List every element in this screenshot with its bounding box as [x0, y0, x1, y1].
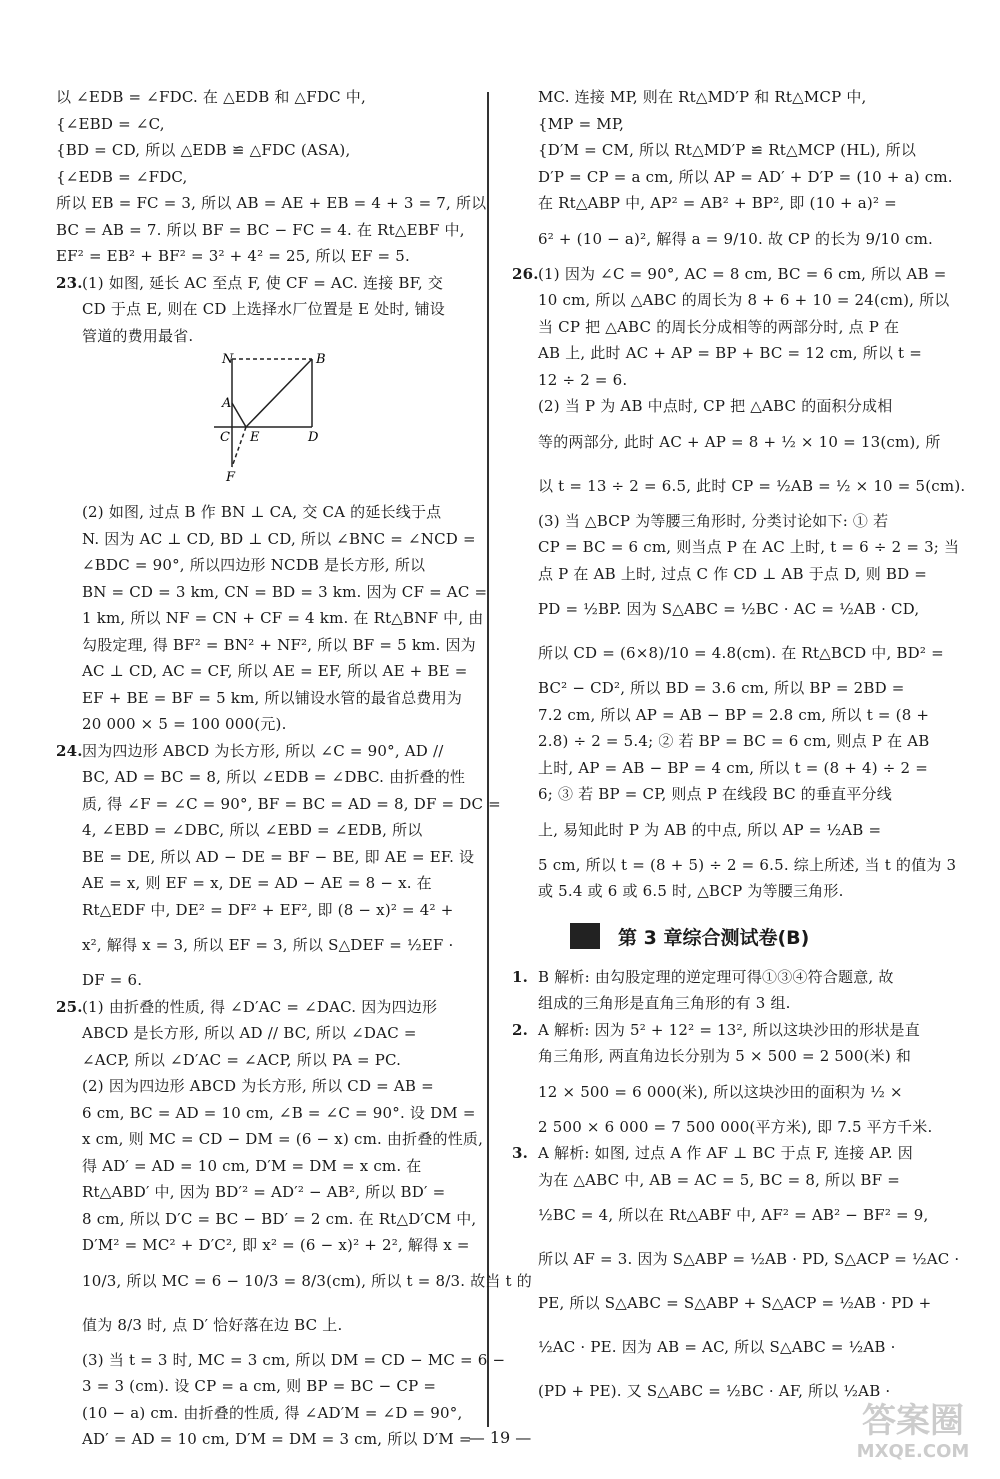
text-line	[56, 605, 484, 632]
line-text: D′P = CP = a cm, 所以 AP = AD′ + D′P = (10 + a) cm.	[538, 167, 953, 186]
question-number: 26.	[512, 264, 539, 283]
line-text: {∠EDB = ∠FDC,	[56, 167, 188, 186]
text-line	[56, 1400, 464, 1427]
text-line	[512, 508, 922, 535]
text-line	[512, 464, 966, 508]
line-text: 组成的三角形是直角三角形的有 3 组.	[538, 994, 791, 1012]
text-line	[512, 631, 944, 675]
text-line	[512, 164, 953, 191]
text-line	[512, 1070, 922, 1114]
text-line	[56, 1179, 464, 1206]
text-line	[56, 764, 464, 791]
text-line	[56, 967, 464, 994]
line-text: (2) 因为四边形 ABCD 为长方形, 所以 CD = AB =	[82, 1077, 434, 1095]
line-text: DF = 6.	[82, 971, 143, 989]
text-line	[56, 791, 501, 818]
text-line	[56, 217, 464, 244]
text-line	[512, 561, 928, 588]
text-line	[512, 190, 922, 217]
text-line	[56, 190, 487, 217]
text-line	[56, 499, 464, 526]
line-text: 或 5.4 或 6 或 6.5 时, △BCP 为等腰三角形.	[538, 882, 844, 900]
watermark	[848, 1401, 978, 1471]
point-label: D	[308, 430, 319, 445]
text-line	[56, 685, 464, 712]
line-text: (1) 由折叠的性质, 得 ∠D′AC = ∠DAC. 因为四边形	[82, 997, 438, 1016]
line-text: 上时, AP = AB − BP = 4 cm, 所以 t = (8 + 4) ÷ 2 =	[538, 758, 928, 777]
heading-block-icon	[570, 923, 600, 949]
line-text: x², 解得 x = 3, 所以 EF = 3, 所以 S△DEF = ½EF ·	[82, 936, 454, 954]
line-text: 所以 CD = (6×8)/10 = 4.8(cm). 在 Rt△BCD 中, BD² =	[538, 644, 944, 662]
line-text: D′M² = MC² + D′C², 即 x² = (6 − x)² + 2², 解得 x =	[82, 1236, 470, 1254]
text-line	[56, 870, 464, 897]
line-text: 8 cm, 所以 D′C = BC − BD′ = 2 cm. 在 Rt△D′CM 中,	[82, 1209, 477, 1228]
text-line	[512, 728, 930, 755]
text-line	[56, 164, 464, 191]
text-line	[512, 1237, 960, 1281]
line-ef	[232, 427, 246, 467]
text-line	[512, 111, 922, 138]
line-text: BE = DE, 所以 AD − DE = BF − BE, 即 AE = EF. 设	[82, 847, 475, 866]
text-line	[56, 817, 464, 844]
text-line	[56, 1073, 464, 1100]
line-text: 6² + (10 − a)², 解得 a = 9/10. 故 CP 的长为 9/10 cm.	[538, 229, 934, 248]
text-line	[512, 755, 928, 782]
point-label: B	[316, 352, 326, 367]
question-number: 23.	[56, 273, 83, 292]
line-text: 5 cm, 所以 t = (8 + 5) ÷ 2 = 6.5. 综上所述, 当 t 的值为 3	[538, 855, 957, 874]
text-line	[56, 1020, 464, 1047]
line-text: 为在 △ABC 中, AB = AC = 5, BC = 8, 所以 BF =	[538, 1170, 900, 1189]
text-line	[512, 1325, 922, 1369]
text-line	[512, 1281, 932, 1325]
text-line	[512, 702, 930, 729]
text-line	[56, 658, 468, 685]
line-text: AE = x, 则 EF = x, DE = AD − AE = 8 − x. 在	[82, 874, 432, 892]
text-line	[512, 420, 941, 464]
line-text: Rt△EDF 中, DE² = DF² + EF², 即 (8 − x)² = 4² +	[82, 900, 454, 919]
text-line	[56, 994, 464, 1021]
question-number: 25.	[56, 997, 83, 1016]
text-line	[56, 111, 464, 138]
text-line	[512, 1193, 929, 1237]
text-line	[56, 844, 475, 871]
line-text: {D′M = CM, 所以 Rt△MD′P ≌ Rt△MCP (HL), 所以	[538, 141, 917, 159]
text-line	[512, 367, 922, 394]
text-line	[512, 340, 922, 367]
text-line	[56, 1232, 470, 1259]
geometry-figure	[56, 349, 464, 499]
line-text: 10 cm, 所以 △ABC 的周长为 8 + 6 + 10 = 24(cm), 所以	[538, 291, 950, 309]
line-text: 点 P 在 AB 上时, 过点 C 作 CD ⊥ AB 于点 D, 则 BD =	[538, 564, 928, 583]
line-text: BC² − CD², 所以 BD = 3.6 cm, 所以 BP = 2BD =	[538, 679, 905, 697]
page-number: — 19 —	[468, 1428, 532, 1447]
text-line	[512, 393, 922, 420]
text-line	[56, 526, 476, 553]
line-text: BC, AD = BC = 8, 所以 ∠EDB = ∠DBC. 由折叠的性	[82, 768, 466, 786]
line-text: PD = ½BP. 因为 S△ABC = ½BC · AC = ½AB · CD,	[538, 600, 920, 618]
text-line	[512, 287, 950, 314]
text-line	[56, 1126, 484, 1153]
text-line	[512, 261, 947, 288]
line-text: 7.2 cm, 所以 AP = AB − BP = 2.8 cm, 所以 t = (8 +	[538, 705, 930, 724]
line-text: (3) 当 t = 3 时, MC = 3 cm, 所以 DM = CD − MC = 6 −	[82, 1350, 506, 1369]
text-line	[512, 878, 922, 905]
line-text: (10 − a) cm. 由折叠的性质, 得 ∠AD′M = ∠D = 90°,	[82, 1403, 463, 1422]
line-text: 等的两部分, 此时 AC + AP = 8 + ½ × 10 = 13(cm), 所	[538, 432, 941, 451]
text-line	[512, 1167, 922, 1194]
section-heading-text: 第 3 章综合测试卷(B)	[618, 926, 810, 949]
line-text: 12 ÷ 2 = 6.	[538, 370, 628, 389]
line-text: 值为 8/3 时, 点 D′ 恰好落在边 BC 上.	[82, 1315, 343, 1334]
line-text: 当 CP 把 △ABC 的周长分成相等的两部分时, 点 P 在	[538, 317, 900, 336]
line-text: 10/3, 所以 MC = 6 − 10/3 = 8/3(cm), 所以 t = 8/3. 故当 t 的	[82, 1271, 532, 1290]
line-text: 12 × 500 = 6 000(米), 所以这块沙田的面积为 ½ ×	[538, 1082, 903, 1101]
point-label: F	[226, 470, 236, 485]
line-text: (PD + PE). 又 S△ABC = ½BC · AF, 所以 ½AB ·	[538, 1382, 891, 1400]
point-label: E	[250, 430, 260, 445]
line-text: 在 Rt△ABP 中, AP² = AB² + BP², 即 (10 + a)² =	[538, 194, 897, 212]
text-line	[56, 137, 464, 164]
line-text: 所以 AF = 3. 因为 S△ABP = ½AB · PD, S△ACP = ½AC ·	[538, 1250, 960, 1268]
text-line	[512, 781, 922, 808]
text-line	[56, 632, 476, 659]
line-text: (1) 因为 ∠C = 90°, AC = 8 cm, BC = 6 cm, 所以 AB =	[538, 264, 947, 283]
section-heading	[570, 923, 922, 950]
line-text: 6 cm, BC = AD = 10 cm, ∠B = ∠C = 90°. 设 DM =	[82, 1103, 476, 1122]
text-line	[56, 897, 464, 924]
text-line	[56, 579, 488, 606]
line-text: AD′ = AD = 10 cm, D′M = DM = 3 cm, 所以 D′M =	[82, 1430, 472, 1448]
line-text: 勾股定理, 得 BF² = BN² + NF², 所以 BF = 5 km. 因为	[82, 635, 476, 654]
text-line	[56, 711, 464, 738]
line-text: ½BC = 4, 所以在 Rt△ABF 中, AF² = AB² − BF² = 9,	[538, 1206, 929, 1224]
text-line	[512, 137, 922, 164]
text-line	[512, 990, 922, 1017]
text-line	[512, 1140, 922, 1167]
text-line	[512, 1043, 922, 1070]
line-text: 质, 得 ∠F = ∠C = 90°, BF = BC = AD = 8, DF = DC =	[82, 794, 501, 813]
text-line	[56, 1303, 464, 1347]
line-text: 因为四边形 ABCD 为长方形, 所以 ∠C = 90°, AD //	[82, 741, 444, 760]
line-text: 2.8) ÷ 2 = 5.4; ② 若 BP = BC = 6 cm, 则点 P 在 AB	[538, 732, 930, 750]
line-text: AC ⊥ CD, AC = CF, 所以 AE = EF, 所以 AE + BE =	[82, 662, 468, 680]
watermark-url: MXQE.COM	[856, 1441, 970, 1462]
text-line	[56, 1347, 506, 1374]
line-text: {MP = MP,	[538, 114, 625, 133]
question-number: 3.	[512, 1144, 529, 1162]
line-text: ∠BDC = 90°, 所以四边形 NCDB 是长方形, 所以	[82, 556, 426, 574]
text-line	[56, 243, 464, 270]
line-text: EF + BE = BF = 5 km, 所以铺设水管的最省总费用为	[82, 688, 463, 707]
line-text: CD 于点 E, 则在 CD 上选择水厂位置是 E 处时, 铺设	[82, 300, 445, 318]
point-label: A	[222, 396, 232, 411]
line-text: ∠ACP, 所以 ∠D′AC = ∠ACP, 所以 PA = PC.	[82, 1050, 402, 1069]
line-text: 得 AD′ = AD = 10 cm, D′M = DM = x cm. 在	[82, 1156, 422, 1175]
text-line	[512, 852, 957, 879]
line-text: B 解析: 由勾股定理的逆定理可得①③④符合题意, 故	[538, 967, 894, 986]
line-text: 所以 EB = FC = 3, 所以 AB = AE + EB = 4 + 3 = 7, 所以	[56, 194, 487, 212]
text-line	[512, 964, 922, 991]
question-number: 2.	[512, 1020, 529, 1039]
line-text: 以 ∠EDB = ∠FDC. 在 △EDB 和 △FDC 中,	[56, 88, 366, 106]
line-text: (1) 如图, 延长 AC 至点 F, 使 CF = AC. 连接 BF, 交	[82, 273, 444, 292]
text-line	[56, 296, 464, 323]
point-label: N	[222, 352, 234, 367]
line-text: 20 000 × 5 = 100 000(元).	[82, 715, 287, 733]
line-be	[246, 359, 312, 427]
line-text: PE, 所以 S△ABC = S△ABP + S△ACP = ½AB · PD +	[538, 1294, 932, 1312]
text-line	[56, 1259, 532, 1303]
right-column	[512, 84, 966, 1413]
line-text: 4, ∠EBD = ∠DBC, 所以 ∠EBD = ∠EDB, 所以	[82, 821, 423, 839]
text-line	[56, 84, 464, 111]
line-text: (3) 当 △BCP 为等腰三角形时, 分类讨论如下: ① 若	[538, 511, 889, 530]
line-text: {∠EBD = ∠C,	[56, 114, 165, 133]
line-text: {BD = CD, 所以 △EDB ≌ △FDC (ASA),	[56, 141, 351, 159]
line-text: Rt△ABD′ 中, 因为 BD′² = AD′² − AB², 所以 BD′ =	[82, 1183, 446, 1201]
line-text: 管道的费用最省.	[82, 326, 194, 345]
text-line	[56, 1206, 477, 1233]
line-text: A 解析: 因为 5² + 12² = 13², 所以这块沙田的形状是直	[538, 1020, 920, 1039]
text-line	[56, 1153, 464, 1180]
text-line	[56, 552, 464, 579]
text-line	[512, 1017, 922, 1044]
line-text: ABCD 是长方形, 所以 AD // BC, 所以 ∠DAC =	[82, 1024, 417, 1042]
line-text: BC = AB = 7. 所以 BF = BC − FC = 4. 在 Rt△EBF 中,	[56, 220, 465, 239]
line-text: 6; ③ 若 BP = CP, 则点 P 在线段 BC 的垂直平分线	[538, 785, 892, 803]
line-text: A 解析: 如图, 过点 A 作 AF ⊥ BC 于点 F, 连接 AP. 因	[538, 1144, 913, 1162]
line-text: AB 上, 此时 AC + AP = BP + BC = 12 cm, 所以 t =	[538, 344, 923, 362]
line-text: 角三角形, 两直角边长分别为 5 × 500 = 2 500(米) 和	[538, 1047, 912, 1065]
text-line	[512, 314, 922, 341]
text-line	[512, 217, 934, 261]
line-text: (2) 如图, 过点 B 作 BN ⊥ CA, 交 CA 的延长线于点	[82, 503, 442, 521]
line-text: N. 因为 AC ⊥ CD, BD ⊥ CD, 所以 ∠BNC = ∠NCD =	[82, 529, 476, 548]
line-text: ½AC · PE. 因为 AB = AC, 所以 S△ABC = ½AB ·	[538, 1338, 896, 1356]
text-line	[512, 534, 960, 561]
question-number: 1.	[512, 967, 529, 986]
text-line	[56, 270, 464, 297]
line-text: BN = CD = 3 km, CN = BD = 3 km. 因为 CF = AC =	[82, 582, 488, 601]
text-line	[56, 1047, 464, 1074]
figure-container	[56, 349, 464, 499]
text-line	[56, 923, 464, 967]
text-line	[56, 1100, 476, 1127]
line-text: 3 = 3 (cm). 设 CP = a cm, 则 BP = BC − CP =	[82, 1377, 437, 1395]
text-line	[512, 84, 922, 111]
line-text: (2) 当 P 为 AB 中点时, CP 把 △ABC 的面积分成相	[538, 397, 893, 415]
line-text: 上, 易知此时 P 为 AB 的中点, 所以 AP = ½AB =	[538, 820, 882, 839]
question-number: 24.	[56, 741, 83, 760]
text-line	[512, 808, 922, 852]
text-line	[56, 323, 464, 350]
line-ae	[232, 403, 246, 427]
line-text: x cm, 则 MC = CD − DM = (6 − x) cm. 由折叠的性质,	[82, 1130, 484, 1148]
text-line	[56, 1373, 464, 1400]
text-line	[512, 675, 922, 702]
text-line	[512, 587, 922, 631]
text-line	[56, 738, 464, 765]
line-text: 1 km, 所以 NF = CN + CF = 4 km. 在 Rt△BNF 中, 由	[82, 609, 484, 627]
line-text: EF² = EB² + BF² = 3² + 4² = 25, 所以 EF = 5.	[56, 247, 411, 265]
watermark-logo: 答案圈	[862, 1401, 964, 1441]
line-text: 以 t = 13 ÷ 2 = 6.5, 此时 CP = ½AB = ½ × 10 = 5(cm).	[538, 476, 966, 495]
line-text: CP = BC = 6 cm, 则当点 P 在 AC 上时, t = 6 ÷ 2 = 3; 当	[538, 538, 960, 556]
line-text: 2 500 × 6 000 = 7 500 000(平方米), 即 7.5 平方千米.	[538, 1117, 933, 1136]
text-line	[512, 1114, 933, 1141]
point-label: C	[220, 430, 230, 445]
column-divider	[487, 92, 489, 1427]
line-text: MC. 连接 MP, 则在 Rt△MD′P 和 Rt△MCP 中,	[538, 88, 867, 106]
